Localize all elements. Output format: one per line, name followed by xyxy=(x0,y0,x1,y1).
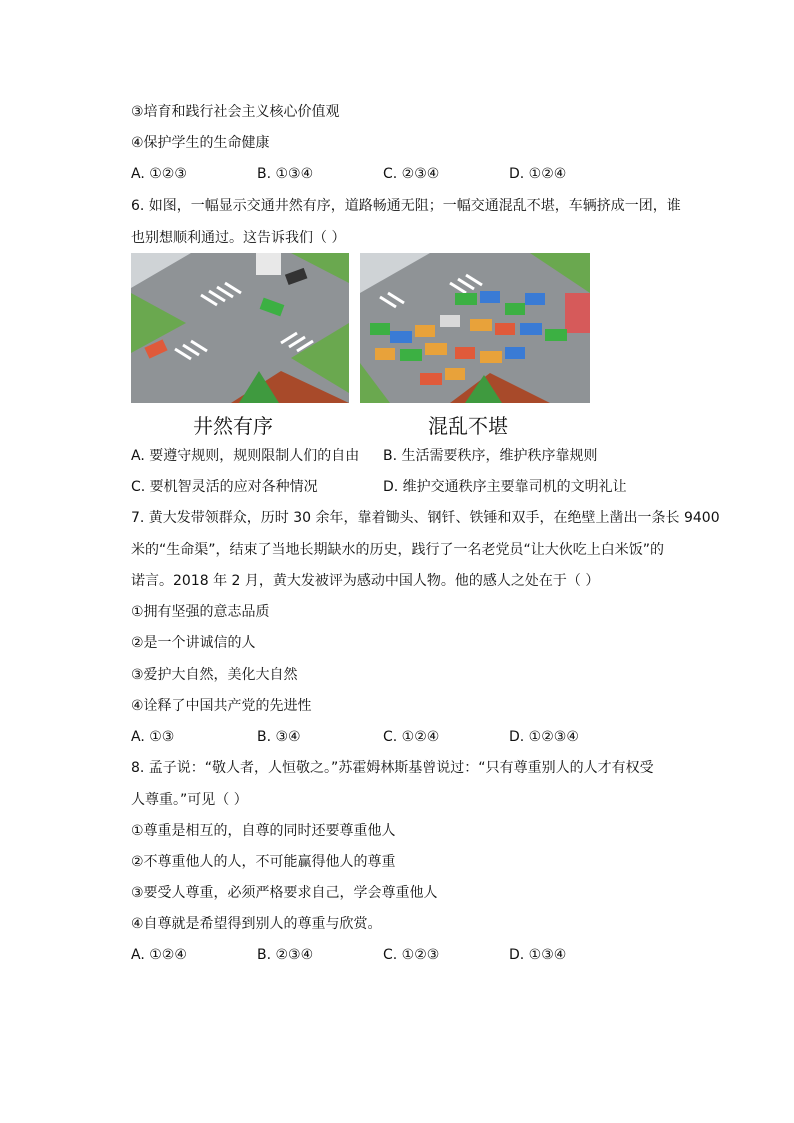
q7-option-a: A. ①③ xyxy=(131,729,175,745)
q7-item-1: ①拥有坚强的意志品质 xyxy=(131,604,270,620)
chaotic-traffic-illustration xyxy=(360,253,590,403)
q7-item-2: ②是一个讲诚信的人 xyxy=(131,635,256,651)
q8-item-3: ③要受人尊重，必须严格要求自己，学会尊重他人 xyxy=(131,885,438,901)
q8-option-c: C. ①②③ xyxy=(383,947,440,963)
q6-option-a: A. 要遵守规则，规则限制人们的自由 xyxy=(131,448,360,464)
q5-option-a: A. ①②③ xyxy=(131,166,187,182)
q8-stem-line-1: 8. 孟子说：“敬人者，人恒敬之。”苏霍姆林斯基曾说过：“只有尊重别人的人才有权受 xyxy=(131,760,654,776)
q8-option-a: A. ①②④ xyxy=(131,947,187,963)
q5-item-4: ④保护学生的生命健康 xyxy=(131,135,270,151)
q6-stem-line-2: 也别想顺利通过。这告诉我们（ ） xyxy=(131,230,346,246)
q8-item-4: ④自尊就是希望得到别人的尊重与欣赏。 xyxy=(131,916,382,932)
q6-stem-line-1: 6. 如图，一幅显示交通井然有序，道路畅通无阻；一幅交通混乱不堪，车辆挤成一团，谁 xyxy=(131,198,681,214)
q7-stem-line-2: 米的“生命渠”，结束了当地长期缺水的历史，践行了一名老党员“让大伙吃上白米饭”的 xyxy=(131,542,665,558)
q6-option-c: C. 要机智灵活的应对各种情况 xyxy=(131,479,318,495)
q7-option-b: B. ③④ xyxy=(257,729,301,745)
q7-item-4: ④诠释了中国共产党的先进性 xyxy=(131,698,312,714)
caption-orderly: 井然有序 xyxy=(193,414,273,438)
q8-option-b: B. ②③④ xyxy=(257,947,314,963)
q7-option-d: D. ①②③④ xyxy=(509,729,579,745)
q5-option-d: D. ①②④ xyxy=(509,166,567,182)
q7-stem-line-3: 诺言。2018 年 2 月，黄大发被评为感动中国人物。他的感人之处在于（ ） xyxy=(131,573,600,589)
q7-stem-line-1: 7. 黄大发带领群众，历时 30 余年，靠着锄头、钢钎、铁锤和双手，在绝壁上凿出一条长 9400 xyxy=(131,510,720,526)
q8-item-2: ②不尊重他人的人，不可能赢得他人的尊重 xyxy=(131,854,396,870)
q5-item-3: ③培育和践行社会主义核心价值观 xyxy=(131,104,340,120)
caption-chaotic: 混乱不堪 xyxy=(428,414,508,438)
q6-option-b: B. 生活需要秩序，维护秩序靠规则 xyxy=(383,448,598,464)
orderly-traffic-illustration xyxy=(131,253,349,403)
q5-option-c: C. ②③④ xyxy=(383,166,440,182)
q7-option-c: C. ①②④ xyxy=(383,729,440,745)
q7-item-3: ③爱护大自然，美化大自然 xyxy=(131,667,298,683)
q8-option-d: D. ①③④ xyxy=(509,947,567,963)
q5-option-b: B. ①③④ xyxy=(257,166,314,182)
q6-option-d: D. 维护交通秩序主要靠司机的文明礼让 xyxy=(383,479,627,495)
q8-item-1: ①尊重是相互的，自尊的同时还要尊重他人 xyxy=(131,823,396,839)
q8-stem-line-2: 人尊重。”可见（ ） xyxy=(131,792,248,808)
